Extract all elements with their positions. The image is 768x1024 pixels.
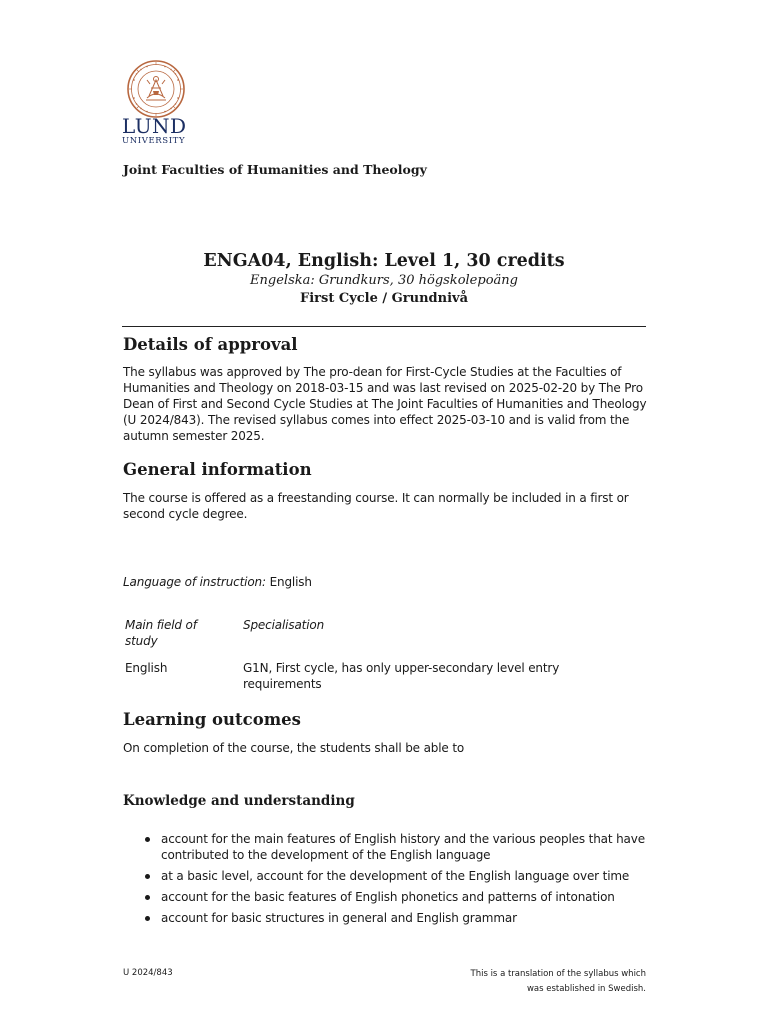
- course-subtitle: Engelska: Grundkurs, 30 högskolepoäng: [250, 273, 518, 288]
- table-cell-specialisation: G1N, First cycle, has only upper-secondary level entry requirements: [243, 661, 560, 691]
- language-of-instruction: [123, 574, 312, 590]
- table-header-main-field: Main field of study: [125, 618, 197, 648]
- footer-reference: U 2024/843: [123, 968, 173, 978]
- university-seal-icon: [127, 60, 185, 118]
- bullet-icon: [145, 874, 150, 879]
- bullet-icon: [145, 916, 150, 921]
- list-item: at a basic level, account for the development of the English language over time: [140, 868, 650, 884]
- course-cycle: First Cycle / Grundnivå: [299, 291, 468, 306]
- table-header-specialisation: Specialisation: [243, 618, 325, 632]
- learning-outcomes-intro: On completion of the course, the students shall be able to: [123, 741, 465, 755]
- list-item: account for the main features of English history and the various peoples that have contributed to the development of the English language: [140, 831, 650, 863]
- language-value: English: [269, 575, 312, 589]
- list-item: account for the basic features of English phonetics and patterns of intonation: [140, 889, 650, 905]
- learning-outcomes-heading: Learning outcomes: [123, 710, 301, 729]
- approval-text: The syllabus was approved by The pro-dean for First-Cycle Studies at the Faculties of Humanities and Theology on 2018-03-15 and was last revised on 2025-02-20 by The Pro Dean of First and Second Cycle Studies at The Joint Faculties of Humanities and Theology (U 2024/843). The revised syllabus comes into effect 2025-03-10 and is valid from the autumn semester 2025.: [123, 365, 647, 443]
- course-title-block: [122, 250, 646, 308]
- bullet-icon: [145, 895, 150, 900]
- knowledge-list: [140, 831, 650, 931]
- general-heading: General information: [123, 460, 312, 479]
- title-divider: [122, 326, 646, 327]
- logo-wordmark-university: UNIVERSITY: [122, 136, 186, 146]
- course-title: ENGA04, English: Level 1, 30 credits: [203, 251, 565, 271]
- knowledge-heading: Knowledge and understanding: [123, 793, 355, 809]
- table-cell-main-field: English: [125, 661, 168, 675]
- logo-wordmark-lund: LUND: [122, 114, 187, 138]
- bullet-icon: [145, 837, 150, 842]
- footer-translation-note: This is a translation of the syllabus which was established in Swedish.: [470, 969, 646, 994]
- lund-university-logo: [122, 60, 192, 146]
- approval-heading: Details of approval: [123, 335, 298, 354]
- list-item: account for basic structures in general and English grammar: [140, 910, 650, 926]
- general-text: The course is offered as a freestanding course. It can normally be included in a first or second cycle degree.: [123, 491, 629, 521]
- language-label: Language of instruction:: [123, 575, 266, 589]
- faculty-name: Joint Faculties of Humanities and Theology: [123, 162, 427, 177]
